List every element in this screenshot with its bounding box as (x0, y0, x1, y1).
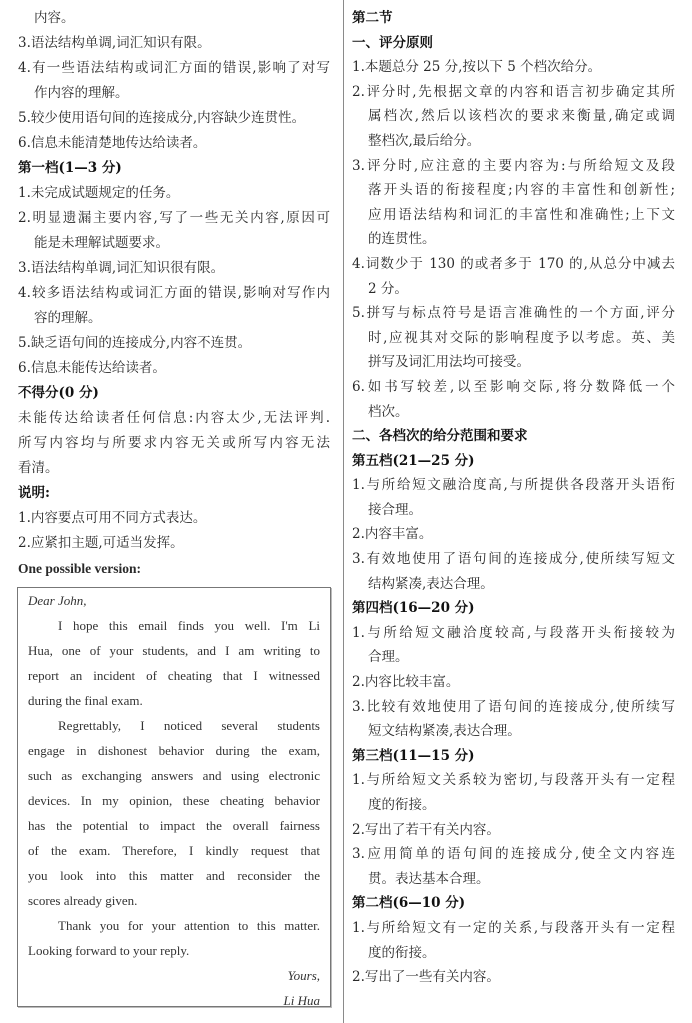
text-line: 1.未完成试题规定的任务。 (18, 185, 180, 201)
letter-line: I hope this email finds you well. I'm Li (58, 618, 320, 633)
text-line: 6.如书写较差,以至影响交际,将分数降低一个 (352, 378, 675, 395)
text-line: 短文结构紧凑,表达合理。 (368, 723, 521, 740)
list-item (352, 522, 675, 547)
text-line: 2.内容丰富。 (352, 526, 433, 543)
text-line: 1.与所给短文关系较为密切,与段落开头有一定程 (352, 772, 675, 789)
text-line: 一、评分原则 (352, 34, 433, 51)
letter-line: such as exchanging answers and using electronic (28, 768, 320, 783)
text-line: 4.较多语法结构或词汇方面的错误,影响对写作内 (18, 285, 330, 301)
text-line: 合理。 (368, 649, 409, 666)
list-item (18, 256, 330, 281)
list-item (352, 695, 675, 744)
text-line: 1.与所给短文有一定的关系,与段落开头有一定程 (352, 919, 675, 936)
letter-closing: Yours, (287, 968, 320, 983)
left-column (18, 6, 330, 581)
text-line: 第二节 (352, 10, 393, 26)
section-heading (352, 449, 675, 474)
text-line: 度的衔接。 (368, 797, 436, 813)
text-line: 拼写及词汇用法均可接受。 (368, 354, 530, 371)
text-line: 的连贯性。 (368, 231, 436, 248)
letter-paragraph (28, 613, 320, 713)
text-line: 所写内容均与所要求内容无关或所写内容无法 (18, 435, 330, 451)
section-heading (352, 891, 675, 916)
sample-letter-box (17, 587, 331, 1007)
text-line: 整档次,最后给分。 (368, 132, 481, 149)
letter-paragraph (28, 913, 320, 963)
list-item (18, 206, 330, 256)
section-heading (352, 424, 675, 449)
text-line: 2.评分时,先根据文章的内容和语言初步确定其所 (352, 83, 675, 100)
text-line: 档次。 (368, 403, 409, 420)
text-line: 3.语法结构单调,词汇知识很有限。 (18, 260, 225, 276)
letter-signature: Li Hua (283, 993, 320, 1008)
list-item (18, 356, 330, 381)
text-line: 1.内容要点可用不同方式表达。 (18, 510, 207, 526)
text-line: 3.有效地使用了语句间的连接成分,使所续写短文 (352, 551, 675, 568)
text-line: 1.与所给短文融洽度高,与所提供各段落开头语衔 (352, 477, 675, 494)
text-line: 第四档(16—20 分) (352, 600, 475, 617)
text-line: 接合理。 (368, 501, 422, 518)
section-heading (18, 481, 330, 506)
text-line: 1.本题总分 25 分,按以下 5 个档次给分。 (352, 59, 602, 76)
text-line: 贯。表达基本合理。 (368, 870, 490, 887)
text-line: 3.比较有效地使用了语句间的连接成分,使所续写 (352, 698, 675, 715)
list-item (352, 473, 675, 522)
text-line: 2.应紧扣主题,可适当发挥。 (18, 535, 184, 551)
section-heading (352, 31, 675, 56)
text-line: One possible version: (18, 561, 142, 576)
text-line: 2.内容比较丰富。 (352, 674, 460, 691)
list-item (352, 55, 675, 80)
column-divider (343, 0, 344, 1023)
text-line: 说明: (18, 485, 50, 501)
letter-line: has the potential to impact the overall fairness (28, 818, 320, 833)
text-line: 看清。 (18, 460, 59, 476)
text-line: 4.词数少于 130 的或者多于 170 的,从总分中减去 (352, 255, 675, 272)
sample-heading (18, 556, 330, 581)
list-item (352, 965, 675, 990)
text-line: 容的理解。 (34, 310, 102, 326)
text-line: 3.评分时,应注意的主要内容为:与所给短文及段 (352, 157, 675, 174)
paragraph (18, 406, 330, 481)
letter-salutation: Dear John, (28, 593, 87, 608)
list-item (352, 252, 675, 301)
text-line: 2.明显遗漏主要内容,写了一些无关内容,原因可 (18, 210, 330, 226)
section-heading (352, 596, 675, 621)
text-line: 第一档(1—3 分) (18, 160, 122, 176)
text-line: 第三档(11—15 分) (352, 747, 475, 764)
text-line: 5.拼写与标点符号是语言准确性的一个方面,评分 (352, 305, 675, 322)
list-item (18, 106, 330, 131)
text-line: 二、各档次的给分范围和要求 (352, 428, 528, 445)
list-item (352, 842, 675, 891)
section-heading (352, 744, 675, 769)
section-heading (18, 381, 330, 406)
paragraph (18, 6, 330, 31)
list-item (18, 181, 330, 206)
text-line: 度的衔接。 (368, 944, 436, 961)
list-item (18, 56, 330, 106)
text-line: 不得分(0 分) (18, 385, 99, 401)
list-item (352, 621, 675, 670)
letter-line: report an incident of cheating that I witnessed (28, 668, 320, 683)
list-item (352, 301, 675, 375)
text-line: 4.有一些语法结构或词汇方面的错误,影响了对写 (18, 60, 330, 76)
letter-line: Looking forward to your reply. (28, 943, 190, 958)
text-line: 3.应用简单的语句间的连接成分,使全文内容连 (352, 846, 675, 863)
list-item (352, 154, 675, 252)
letter-line: Hua, one of your students, and I am writing to (28, 643, 320, 658)
list-item (18, 331, 330, 356)
list-item (352, 375, 675, 424)
text-line: 能是未理解试题要求。 (34, 235, 169, 251)
letter-line: Regrettably, I noticed several students (58, 718, 320, 733)
text-line: 落开头语的衔接程度;内容的丰富性和创新性; (368, 182, 675, 199)
text-line: 结构紧凑,表达合理。 (368, 575, 494, 592)
list-item (352, 768, 675, 817)
text-line: 第五档(21—25 分) (352, 452, 475, 469)
list-item (352, 80, 675, 154)
text-line: 6.信息未能传达给读者。 (18, 360, 166, 376)
text-line: 3.语法结构单调,词汇知识有限。 (18, 35, 211, 51)
text-line: 5.较少使用语句间的连接成分,内容缺少连贯性。 (18, 110, 306, 126)
letter-line: of the exam. Therefore, I kindly request that (28, 843, 320, 858)
right-column (352, 6, 675, 990)
letter-line: devices. In my opinion, these cheating behavior (28, 793, 320, 808)
list-item (18, 131, 330, 156)
text-line: 2.写出了若干有关内容。 (352, 821, 500, 838)
list-item (18, 281, 330, 331)
text-line: 5.缺乏语句间的连接成分,内容不连贯。 (18, 335, 252, 351)
text-line: 2 分。 (368, 280, 408, 297)
letter-line: Thank you for your attention to this matter. (58, 918, 320, 933)
list-item (18, 506, 330, 531)
letter-paragraph (28, 713, 320, 913)
text-line: 未能传达给读者任何信息:内容太少,无法评判. (18, 410, 330, 426)
list-item (18, 31, 330, 56)
section-heading (18, 156, 330, 181)
letter-line: scores already given. (28, 893, 138, 908)
letter-line: engage in dishonest behavior during the exam, (28, 743, 320, 758)
letter-body (28, 613, 320, 963)
section-heading (352, 6, 675, 31)
text-line: 2.写出了一些有关内容。 (352, 969, 500, 986)
list-item (352, 670, 675, 695)
list-item (352, 818, 675, 843)
list-item (352, 916, 675, 965)
text-line: 1.与所给短文融洽度较高,与段落开头衔接较为 (352, 624, 675, 641)
text-line: 第二档(6—10 分) (352, 895, 466, 912)
text-line: 内容。 (34, 10, 75, 26)
text-line: 属档次,然后以该档次的要求来衡量,确定或调 (368, 108, 675, 125)
list-item (18, 531, 330, 556)
text-line: 6.信息未能清楚地传达给读者。 (18, 135, 207, 151)
list-item (352, 547, 675, 596)
letter-line: during the final exam. (28, 693, 143, 708)
text-line: 时,应视其对交际的影响程度予以考虑。英、美 (368, 329, 675, 346)
letter-line: you look into this matter and reconsider the (28, 868, 320, 883)
text-line: 作内容的理解。 (34, 85, 129, 101)
text-line: 应用语法结构和词汇的丰富性和准确性;上下文 (368, 206, 675, 223)
